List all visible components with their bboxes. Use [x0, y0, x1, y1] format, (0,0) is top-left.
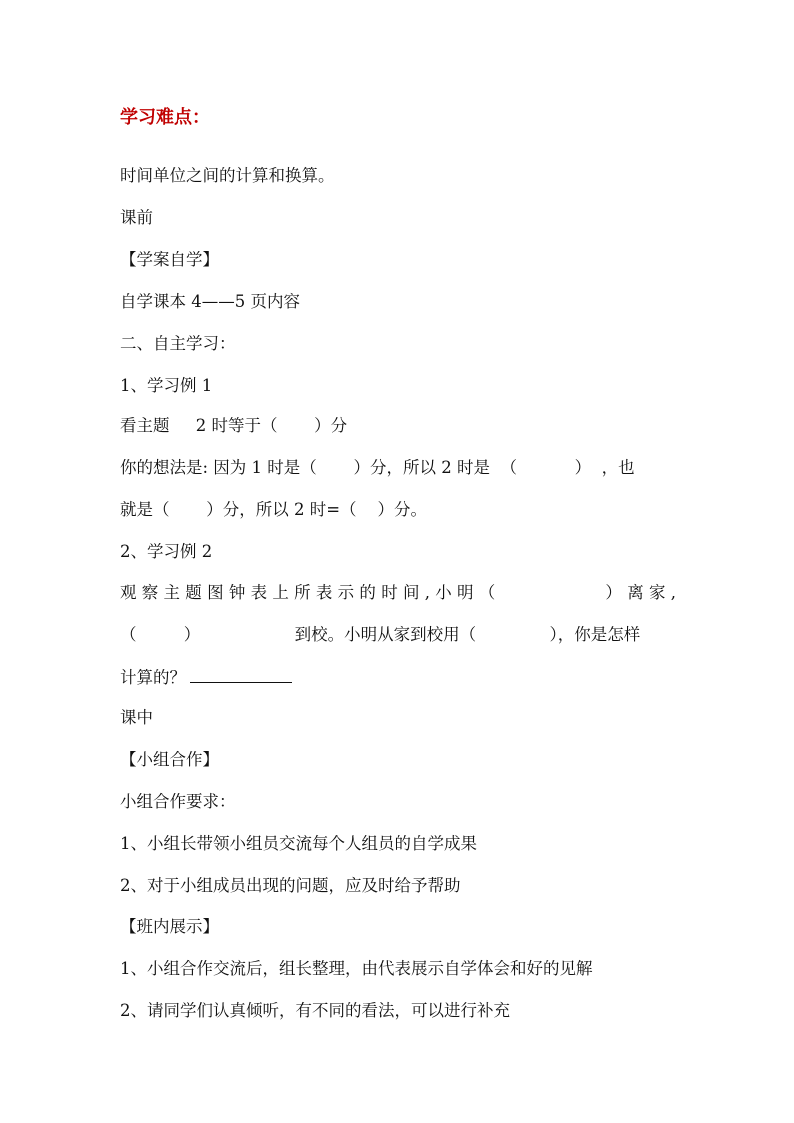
- char: 离: [627, 583, 644, 602]
- text-line: 【小组合作】: [120, 750, 219, 769]
- char: 示: [337, 583, 355, 602]
- text-line: 1、小组合作交流后，组长整理，由代表展示自学体会和好的见解: [120, 959, 593, 978]
- text-line: 【学案自学】: [120, 250, 219, 269]
- text-line: 小组合作要求：: [120, 792, 236, 811]
- answer-blank[interactable]: [190, 666, 292, 683]
- char: 的: [359, 583, 376, 602]
- char: 表: [250, 583, 268, 602]
- example2-line1: [120, 582, 676, 604]
- char: 图: [207, 583, 224, 602]
- char: ）: [500, 583, 622, 602]
- text-line: 【班内展示】: [120, 917, 219, 936]
- char: 题: [185, 583, 202, 602]
- char: 主: [163, 583, 181, 602]
- text-line: 课中: [120, 708, 153, 727]
- text-line: 自学课本 4——5 页内容: [120, 292, 300, 311]
- char: 表: [315, 583, 333, 602]
- char: ,: [424, 583, 430, 602]
- char: 小: [435, 583, 452, 602]
- char: 明: [457, 583, 474, 602]
- text-line: 1、小组长带领小组员交流每个人组员的自学成果: [120, 834, 477, 853]
- char: 时: [381, 583, 398, 602]
- char: ,: [670, 583, 676, 602]
- text-line: 二、自主学习：: [120, 334, 236, 353]
- text-line: 1、学习例 1: [120, 376, 213, 395]
- char: （: [478, 583, 496, 602]
- char: 钟: [228, 583, 246, 602]
- char: 上: [272, 583, 289, 602]
- example2-line2: （ ） 到校。小明从家到校用（ ），你是怎样: [120, 625, 641, 644]
- text-line: 看主题 2 时等于（ ）分: [120, 416, 348, 435]
- char: 家: [648, 583, 666, 602]
- char: 间: [402, 583, 420, 602]
- text-line: 2、请同学们认真倾听，有不同的看法，可以进行补充: [120, 1001, 510, 1020]
- text-line: 时间单位之间的计算和换算。: [120, 166, 335, 185]
- char: 观: [120, 583, 137, 602]
- example2-line3: [120, 666, 292, 689]
- char: 所: [294, 583, 311, 602]
- char: 察: [141, 583, 159, 602]
- text-line: 你的想法是: 因为 1 时是（ ）分，所以 2 时是 （ ） ，也: [120, 458, 635, 477]
- text-line: 就是（ ）分，所以 2 时=（ ）分。: [120, 500, 428, 519]
- question-text: 计算的？: [120, 668, 186, 687]
- text-line: 2、学习例 2: [120, 542, 213, 561]
- text-line: 课前: [120, 208, 153, 227]
- text-line: 2、对于小组成员出现的问题，应及时给予帮助: [120, 876, 461, 895]
- section-heading: 学习难点：: [120, 107, 210, 128]
